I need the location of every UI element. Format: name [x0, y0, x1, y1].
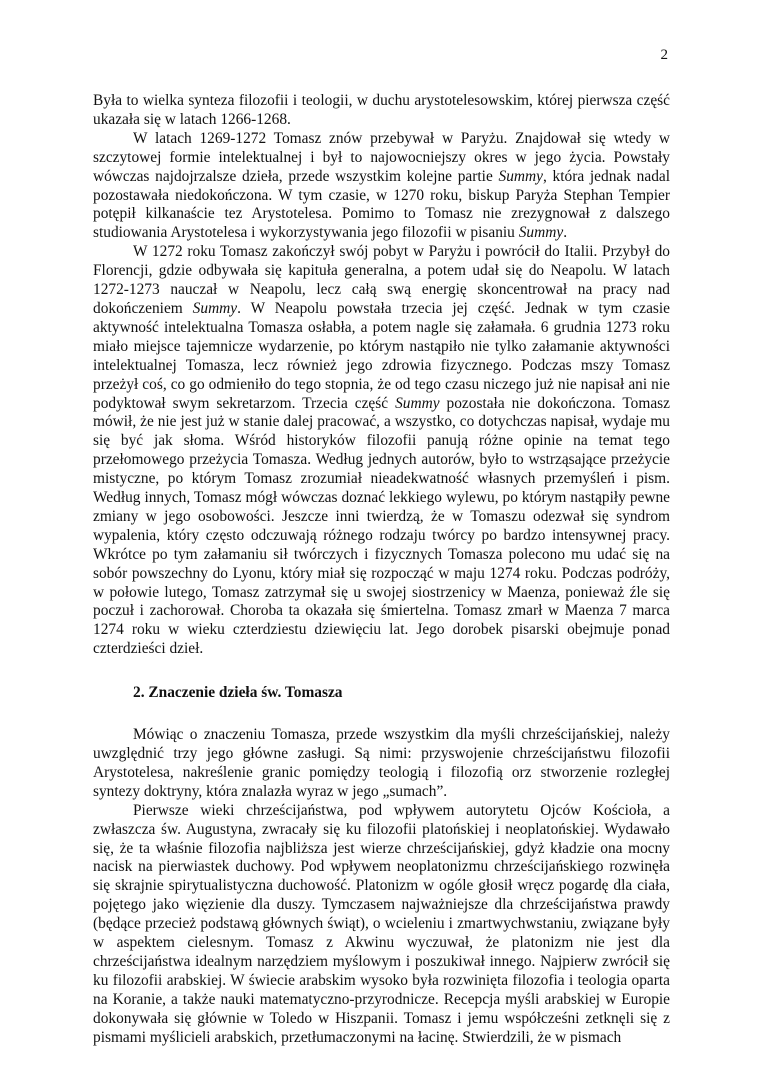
paragraph — [93, 243, 670, 659]
paragraph-text: . — [563, 224, 568, 242]
italic-title-text: Summy — [395, 394, 440, 412]
italic-title-text: Summy — [498, 167, 543, 185]
paragraph — [93, 92, 670, 130]
paragraph — [93, 130, 670, 243]
paragraph-text: , która jednak nadal pozostawała niedokończona. W tym czasie, w 1270 roku, biskup Paryża Stephan Tempier potępił kilkanaście tez Arystotelesa. Pomimo to Tomasz nie zrezygnował z dalszego studiowania Arystotelesa i wykorzystywania jego filozofii w pisaniu — [93, 167, 670, 242]
paragraph — [93, 726, 670, 802]
paragraph-text: Była to wielka synteza filozofii i teologii, w duchu arystotelesowskim, której pierwsza część ukazała się w latach 1266-1268. — [93, 92, 670, 128]
italic-title-text: Summy — [518, 224, 564, 242]
body-text — [93, 92, 670, 1048]
paragraph-text: W 1272 roku Tomasz zakończył swój pobyt w Paryżu i powrócił do Italii. Przybył do Florencji, gdzie odbywała się kapituła generalna, a potem udał się do Neapolu. W latach 1272-1273 nauczał w Neapolu, lecz całą swą energię skoncentrował na pracy nad dokończeniem — [93, 243, 670, 317]
paragraph-text: Pierwsze wieki chrześcijaństwa, pod wpływem autorytetu Ojców Kościoła, a zwłaszcza św. Augustyna, zwracały się ku filozofii platońskiej i neoplatońskiej. Wydawało się, że ta właśnie filozofia najbliższa jest wierze chrześcijańskiej, gdyż kładzie ona mocny nacisk na pierwiastek duchowy. Pod wpływem neoplatonizmu chrześcijańskiego rozwinęła się skrajnie spirytualistyczna duchowość. Platonizm w ogóle głosił wręcz pogardę dla ciała, pojętego jako więzienie dla duszy. Tymczasem najważniejsze dla chrześcijaństwa prawdy (będące przecież podstawą głównych świąt), o wcieleniu i zmartwychwstaniu, związane były w aspektem cielesnym. Tomasz z Akwinu wyczuwał, że platonizm nie jest dla chrześcijaństwa idealnym narzędziem myślowym i poszukiwał innego. Najpierw zwrócił się ku filozofii arabskiej. W świecie arabskim wysoko była rozwinięta filozofia i teologia oparta na Koranie, a także nauki matematyczno-przyrodnicze. Recepcja myśli arabskiej w Europie dokonywała się głównie w Toledo w Hiszpanii. Tomasz i jemu współcześni zetknęli się z pismami myślicieli arabskich, przetłumaczonymi na łacinę. Stwierdzili, że w pismach — [93, 801, 670, 1046]
paragraph-text: W latach 1269-1272 Tomasz znów przebywał w Paryżu. Znajdował się wtedy w szczytowej formie intelektualnej i był to najowocniejszy okres w jego życia. Powstały wówczas najdojrzalsze dzieła, przede wszystkim kolejne partie — [93, 129, 670, 185]
paragraph — [93, 802, 670, 1048]
italic-title-text: Summy — [192, 299, 238, 317]
section-heading: 2. Znaczenie dzieła św. Tomasza — [133, 684, 343, 702]
paragraph-text: Mówiąc o znaczeniu Tomasza, przede wszystkim dla myśli chrześcijańskiej, należy uwzględnić trzy jego główne zasługi. Są nimi: przyswojenie chrześcijaństwu filozofii Arystotelesa, nakreślenie granic pomiędzy teologią i filozofią orz stworzenie rozległej syntezy doktryny, która znalazła wyraz w jego „sumach”. — [93, 726, 670, 800]
paragraph-text: pozostała nie dokończona. Tomasz mówił, że nie jest już w stanie dalej pracować, a wszystko, co dotychczas napisał, wydaje mu się być jak słoma. Wśród historyków filozofii panują różne opinie na temat tego przełomowego przeżycia Tomasza. Według jednych autorów, było to wstrząsające przeżycie mistyczne, po którym Tomasz zrozumiał nieadekwatność własnych przemyśleń i pism. Według innych, Tomasz mógł wówczas doznać lekkiego wylewu, po którym nastąpiły pewne zmiany w jego osobowości. Jeszcze inni twierdzą, że w Tomaszu odezwał się syndrom wypalenia, który często odczuwają różnego rodzaju twórcy po bardzo intensywnej pracy. Wkrótce po tym załamaniu sił twórczych i fizycznych Tomasza polecono mu udać się na sobór powszechny do Lyonu, który miał się rozpocząć w maju 1274 roku. Podczas podróży, w połowie lutego, Tomasz zatrzymał się u swojej siostrzenicy w Maenza, ponieważ źle się poczuł i zachorował. Choroba ta okazała się śmiertelna. Tomasz zmarł w Maenza 7 marca 1274 roku w wieku czterdziestu dziewięciu lat. Jego dorobek pisarski obejmuje ponad czterdzieści dzieł. — [93, 394, 670, 658]
paragraph-text: . W Neapolu powstała trzecia jej część. Jednak w tym czasie aktywność intelektualna Tomasza osłabła, a potem nagle się załamała. 6 grudnia 1273 roku miało miejsce tajemnicze wydarzenie, po którym nastąpiło nie tylko załamanie aktywności intelektualnej Tomasza, lecz również jego zdrowia fizycznego. Podczas mszy Tomasz przeżył coś, co go odmieniło do tego stopnia, że od tego czasu niczego już nie napisał ani nie podyktował swym sekretarzom. Trzecia część — [93, 299, 670, 412]
page-number: 2 — [660, 47, 668, 63]
